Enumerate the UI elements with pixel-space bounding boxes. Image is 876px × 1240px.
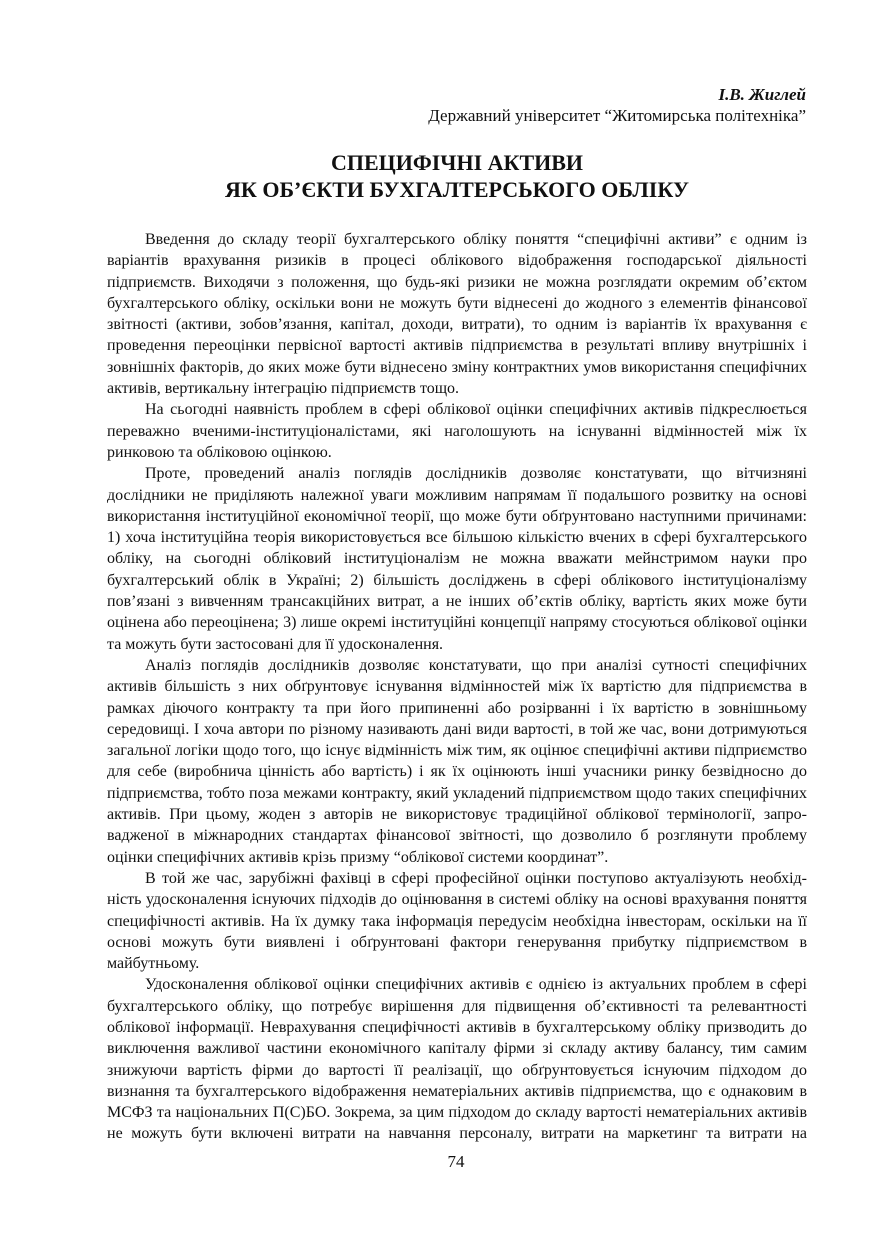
text-line: пов’язані з вивченням трансакційних витрат, а не інших об’єктів обліку, вартість яких може бути [107,593,807,611]
text-line: підприємства, тобто поза межами контракту, який укладений підприємством щодо таких специфічних [107,784,807,802]
text-line: МСФЗ та національних П(С)БО. Зокрема, за цим підходом до складу вартості нематеріальних активів [107,1104,807,1122]
text-line: Аналіз поглядів дослідників дозволяє констатувати, що при аналізі сутності специфічних [145,656,807,674]
paragraph [107,868,807,974]
title-line-2: ЯК ОБ’ЄКТИ БУХГАЛТЕРСЬКОГО ОБЛІКУ [225,177,689,202]
text-line: Проте, проведений аналіз поглядів дослідників дозволяє констатувати, що вітчизняні [145,465,807,483]
text-line: майбутньому. [107,955,200,973]
paragraph [107,229,807,399]
text-line: виключення важливої частини економічного капіталу фірми зі складу активу балансу, тим самим [107,1040,807,1058]
text-line: переважно вченими-інституціоналістами, які наголошують на існуванні відмінностей між їх [107,422,807,440]
text-line: В той же час, зарубіжні фахівці в сфері професійної оцінки поступово актуалізують необхід- [145,869,807,887]
text-line: дослідники не приділяють належної уваги можливим напрямам її подальшого розвитку на основі [107,486,807,504]
text-line: звітності (активи, зобов’язання, капітал, доходи, витрати), то одним із варіантів їх врахування є [107,316,807,334]
text-line: рамках діючого контракту та при його припиненні або розірванні і їх вартістю в зовнішньому [107,699,807,717]
text-line: ність удосконалення існуючих підходів до оцінювання в системі обліку на основі врахування поняття [107,891,807,909]
paragraph [107,463,807,655]
paragraph [107,655,807,868]
text-line: активів, вертикальну інтеграцію підприємств тощо. [107,380,460,398]
text-line: для себе (виробнича цінність або вартість) і як їх оцінюють інші учасники ринку безвідносно до [107,763,807,781]
paragraph [107,974,807,1144]
text-line: та можуть бути застосовані для її удосконалення. [107,635,444,653]
text-line: вадженої в міжнародних стандартах фінансової звітності, що дозволило б розглянути проблему [107,827,807,845]
text-line: На сьогодні наявність проблем в сфері облікової оцінки специфічних активів підкреслюється [145,401,807,419]
article-title [107,149,807,203]
article-body [107,229,807,1145]
text-line: проведення переоцінки первісної вартості активів підприємства в результаті впливу внутрішніх і [107,337,807,355]
text-line: активів більшість з них обґрунтовує існування відмінностей між їх вартістю для підприємства в [107,678,807,696]
text-line: активів. При цьому, жоден з авторів не використовує традиційної облікової термінології, запро- [107,806,807,824]
text-line: знижуючи вартість фірми до вартості її реалізації, що обґрунтовується існуючим підходом до [107,1061,807,1079]
title-line-1: СПЕЦИФІЧНІ АКТИВИ [330,150,584,175]
text-line: середовищі. І хоча автори по різному називають дані види вартості, в той же час, вони дотримуються [107,720,807,738]
text-line: облікової інформації. Неврахування специфічності активів в бухгалтерському обліку призводить до [107,1018,807,1036]
text-line: бухгалтерського обліку, що потребує вирішення для підвищення об’єктивності та релевантності [107,997,807,1015]
text-line: загальної логіки щодо того, що існує відмінність між тим, як оцінює специфічні активи підприємство [107,742,807,760]
text-line: основі можуть бути виявлені і обґрунтовані фактори генерування прибутку підприємством в [107,933,807,951]
text-line: зовнішніх факторів, до яких може бути віднесено зміну контрактних умов використання специфічних [107,358,807,376]
author-name: І.В. Жиглей [718,85,806,104]
text-line: Удосконалення облікової оцінки специфічних активів є однією із актуальних проблем в сфері [145,976,807,994]
page-number: 74 [447,1152,465,1171]
text-line: специфічності активів. На їх думку така інформація передусім необхідна інвесторам, оскільки на її [107,912,807,930]
text-line: Введення до складу теорії бухгалтерського обліку поняття “специфічні активи” є одним із [145,231,807,248]
text-line: не можуть бути включені витрати на навчання персоналу, витрати на маркетинг та витрати на [107,1125,807,1143]
text-line: оцінки специфічних активів крізь призму “облікової системи координат”. [107,848,609,866]
text-line: оцінена або переоцінена; 3) лише окремі інституційні концепції напряму стосуються облікової оцінки [107,614,807,632]
paragraph [107,399,807,463]
text-line: бухгалтерський облік в Україні; 2) більшість досліджень в сфері облікового інституціоналізму [107,571,807,589]
text-line: 1) хоча інституційна теорія використовується все більшою кількістю вчених в сфері бухгалтерського [107,529,807,547]
text-line: обліку, на сьогодні обліковий інституціоналізм не можна вважати мейнстримом науки про [107,550,807,568]
text-line: використання інституційної економічної теорії, що може бути обґрунтовано наступними причинами: [107,507,807,525]
text-line: визнання та бухгалтерського відображення нематеріальних активів підприємства, що є однаковим в [107,1082,807,1100]
text-line: бухгалтерського обліку, оскільки вони не можуть бути віднесені до жодного з елементів фінансової [107,294,807,312]
text-line: ринковою та обліковою оцінкою. [107,443,332,461]
text-line: підприємств. Виходячи з положення, що будь-які ризики не можна розглядати окремим об’єктом [107,273,807,291]
author-institution: Державний університет “Житомирська політехніка” [428,106,806,125]
text-line: варіантів врахування ризиків в процесі облікового відображення господарської діяльності [107,252,807,270]
